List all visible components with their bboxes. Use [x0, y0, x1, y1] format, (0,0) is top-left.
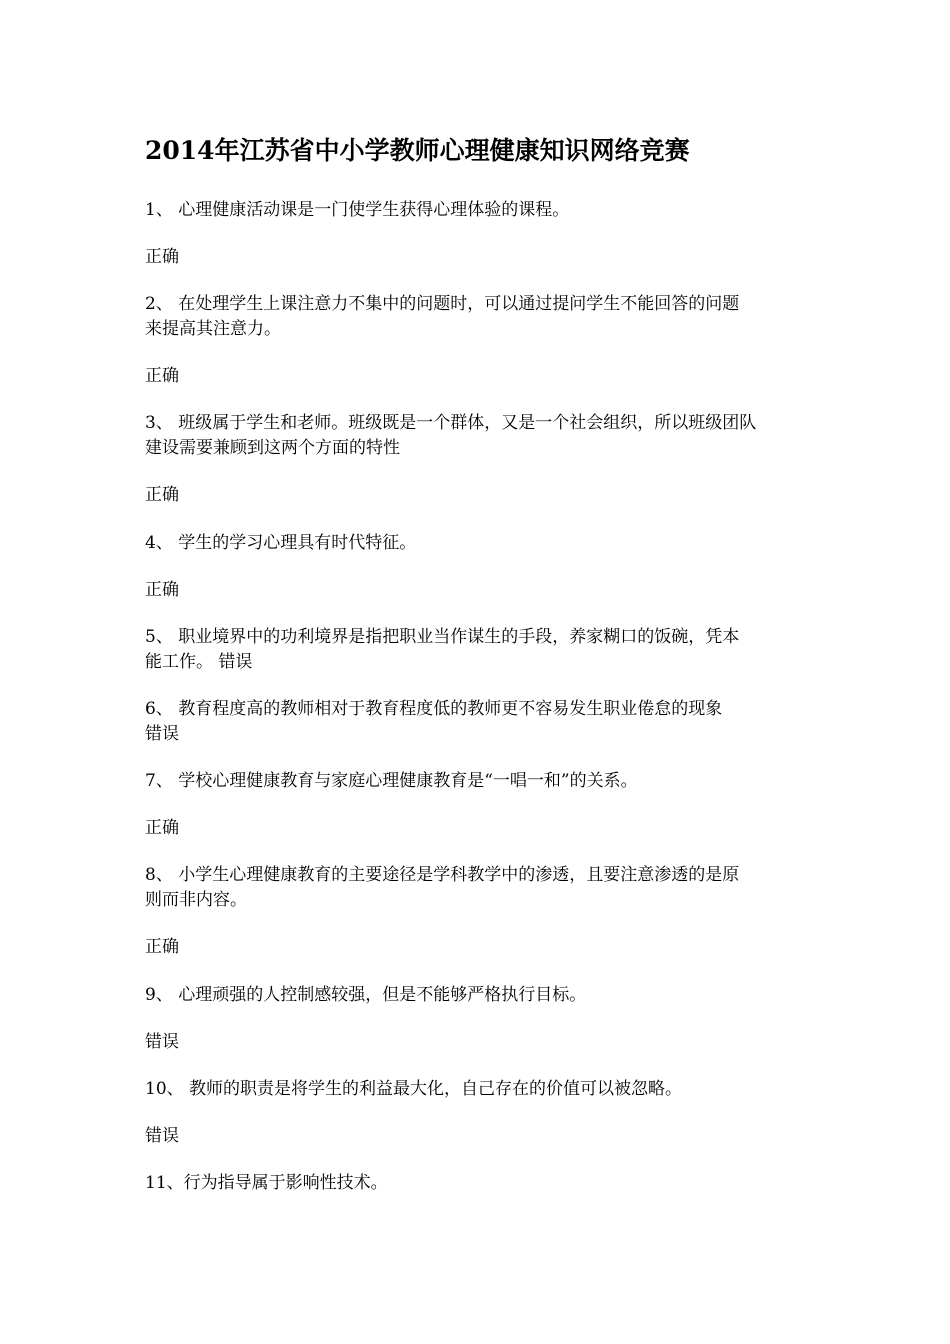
question-2-text-line-1: 2、 在处理学生上课注意力不集中的问题时，可以通过提问学生不能回答的问题: [145, 294, 740, 314]
question-10-text: 10、 教师的职责是将学生的利益最大化，自己存在的价值可以被忽略。: [145, 1079, 683, 1099]
question-3-text-line-1: 3、 班级属于学生和老师。班级既是一个群体，又是一个社会组织，所以班级团队: [145, 413, 757, 433]
answer-6: 错误: [145, 724, 179, 744]
question-3-text-line-2: 建设需要兼顾到这两个方面的特性: [145, 438, 400, 458]
question-8-text-line-2: 则而非内容。: [145, 890, 247, 910]
question-1-text: 1、 心理健康活动课是一门使学生获得心理体验的课程。: [145, 200, 570, 220]
answer-1: 正确: [145, 247, 179, 267]
answer-2: 正确: [145, 366, 179, 386]
question-11-text: 11、行为指导属于影响性技术。: [145, 1173, 388, 1193]
document-title: 2014年江苏省中小学教师心理健康知识网络竞赛: [145, 136, 690, 165]
question-5-text-line-1: 5、 职业境界中的功利境界是指把职业当作谋生的手段，养家糊口的饭碗，凭本: [145, 627, 740, 647]
answer-3: 正确: [145, 485, 179, 505]
answer-8: 正确: [145, 937, 179, 957]
answer-7: 正确: [145, 818, 179, 838]
question-7-text: 7、 学校心理健康教育与家庭心理健康教育是“一唱一和”的关系。: [145, 771, 638, 791]
question-2-text-line-2: 来提高其注意力。: [145, 319, 281, 339]
answer-9: 错误: [145, 1032, 179, 1052]
question-9-text: 9、 心理顽强的人控制感较强，但是不能够严格执行目标。: [145, 985, 587, 1005]
answer-10: 错误: [145, 1126, 179, 1146]
question-8-text-line-1: 8、 小学生心理健康教育的主要途径是学科教学中的渗透，且要注意渗透的是原: [145, 865, 740, 885]
question-4-text: 4、 学生的学习心理具有时代特征。: [145, 533, 417, 553]
question-5-text-line-2: 能工作。 错误: [145, 652, 253, 672]
question-6-text: 6、 教育程度高的教师相对于教育程度低的教师更不容易发生职业倦怠的现象: [145, 699, 723, 719]
answer-4: 正确: [145, 580, 179, 600]
